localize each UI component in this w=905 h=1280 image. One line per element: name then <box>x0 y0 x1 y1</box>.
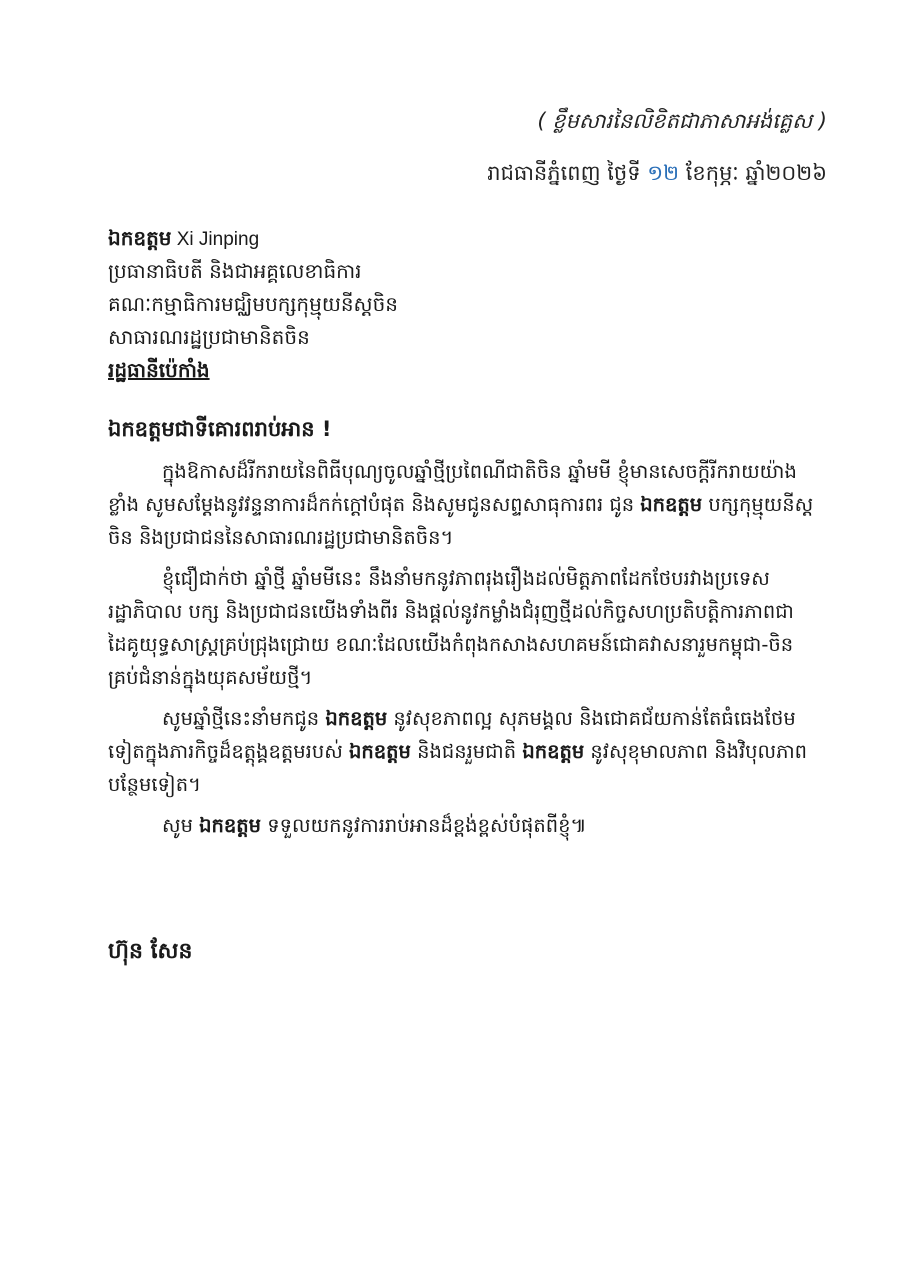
closing-line <box>108 809 800 842</box>
honorific-bold: ឯកឧត្តម <box>522 740 585 763</box>
salutation: ឯកឧត្តមជាទីគោរពរាប់អាន ! <box>108 417 332 441</box>
addressee-position-2: គណៈកម្មាធិការមជ្ឈិមបក្សកុម្មុយនីស្តចិន <box>108 292 398 316</box>
addressee-name-line <box>108 222 808 255</box>
paragraph-2-line-2: រដ្ឋាភិបាល បក្ស និងប្រជាជនយើងទាំងពីរ និងផ្តល់នូវកម្លាំងជំរុញថ្មីដល់កិច្ចសហប្រតិបត្តិការភាពជា <box>108 600 794 623</box>
honorific-bold: ឯកឧត្តម <box>325 707 388 730</box>
text-run: និងជនរួមជាតិ <box>410 740 523 763</box>
date-prefix: រាជធានីភ្នំពេញ ថ្ងៃទី <box>487 161 648 185</box>
text-run: សូម <box>162 814 200 837</box>
paragraph-2-line-1: ខ្ញុំជឿជាក់ថា ឆ្នាំថ្មី ឆ្នាំមមីនេះ នឹងនាំមកនូវភាពរុងរឿងដល់មិត្តភាពដែកថែបរវាងប្រទេស <box>162 567 770 590</box>
text-run: បក្សកុម្មុយនីស្ត <box>702 493 814 516</box>
addressee-block <box>108 222 808 387</box>
paragraph-3 <box>108 702 808 801</box>
signature-name: ហ៊ុន សែន <box>108 939 193 964</box>
paragraph-2 <box>108 562 800 694</box>
text-run: ទៀតក្នុងភារកិច្ចដ៏ឧត្តុង្គឧត្តមរបស់ <box>108 740 349 763</box>
addressee-name: Xi Jinping <box>171 229 260 250</box>
english-content-note: ( ខ្លឹមសារនៃលិខិតជាភាសាអង់គ្លេស ) <box>537 109 827 133</box>
honorific-bold: ឯកឧត្តម <box>640 493 703 516</box>
date-line <box>487 160 827 191</box>
letter-body <box>108 455 814 842</box>
date-suffix: ខែកុម្ភៈ ឆ្នាំ២០២៦ <box>679 161 827 185</box>
paragraph-3-line-3: បន្ថែមទៀត។ <box>108 773 201 796</box>
paragraph-3-line-1 <box>108 702 800 735</box>
addressee-city-text: រដ្ឋធានីប៉េកាំង <box>108 358 210 382</box>
paragraph-2-line-4: គ្រប់ជំនាន់ក្នុងយុគសម័យថ្មី។ <box>108 666 313 689</box>
addressee-position-1: ប្រធានាធិបតី និងជាអគ្គលេខាធិការ <box>108 259 362 283</box>
text-run: នូវសុខភាពល្អ សុភមង្គល និងជោគជ័យកាន់តែធំធេងថែម <box>387 707 796 730</box>
honorific-bold: ឯកឧត្តម <box>199 814 262 837</box>
paragraph-1-line-3: ចិន និងប្រជាជននៃសាធារណរដ្ឋប្រជាមានិតចិន។ <box>108 526 454 549</box>
paragraph-1-line-2 <box>108 488 814 521</box>
paragraph-2-line-3: ដៃគូយុទ្ធសាស្ត្រគ្រប់ជ្រុងជ្រោយ ខណៈដែលយើងកំពុងកសាងសហគមន៍ជោគវាសនារួមកម្ពុជា-ចិន <box>108 633 794 656</box>
text-run: ទទួលយកនូវការរាប់អានដ៏ខ្ពង់ខ្ពស់បំផុតពីខ្ញុំ៕ <box>261 814 587 837</box>
addressee-title: ឯកឧត្តម <box>108 226 172 250</box>
text-run: នូវសុខុមាលភាព និងវិបុលភាព <box>584 740 808 763</box>
honorific-bold: ឯកឧត្តម <box>349 740 411 763</box>
date-day: ១២ <box>647 161 680 185</box>
paragraph-1 <box>108 455 814 554</box>
addressee-country: សាធារណរដ្ឋប្រជាមានិតចិន <box>108 325 310 349</box>
paragraph-1-line-1: ក្នុងឱកាសដ៏រីករាយនៃពិធីបុណ្យចូលឆ្នាំថ្មីប្រពៃណីជាតិចិន ឆ្នាំមមី ខ្ញុំមានសេចក្តីរីករាយយ៉ាង <box>162 460 797 483</box>
text-run: សូមឆ្នាំថ្មីនេះនាំមកជូន <box>162 707 326 730</box>
addressee-city <box>108 354 808 387</box>
paragraph-3-line-2 <box>108 735 808 768</box>
text-run: ខ្លាំង សូមសម្តែងនូវវន្ទនាការដ៏កក់ក្តៅបំផុត និងសូមជូនសព្ទសាធុការពរ ជូន <box>108 493 641 516</box>
